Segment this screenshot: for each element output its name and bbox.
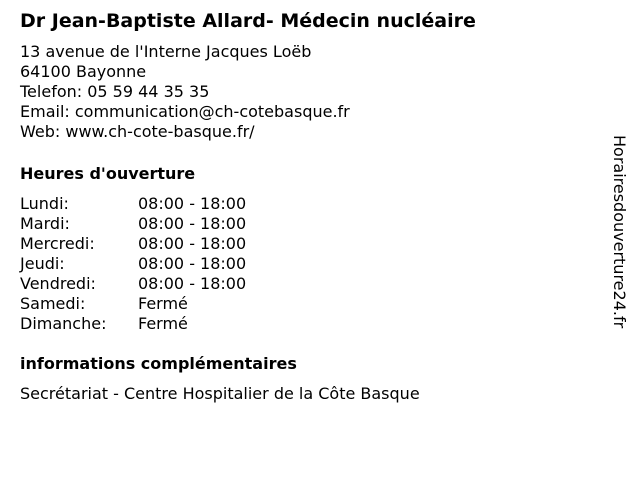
- hours-row: [20, 194, 246, 214]
- email-line: Email: communication@ch-cotebasque.fr: [20, 102, 350, 121]
- address-line-1: 13 avenue de l'Interne Jacques Loëb: [20, 42, 312, 61]
- info-text: Secrétariat - Centre Hospitalier de la Côte Basque: [20, 384, 420, 403]
- hours-row: [20, 254, 246, 274]
- hours-time: 08:00 - 18:00: [138, 194, 247, 213]
- hours-day: Dimanche:: [20, 314, 107, 333]
- hours-heading: Heures d'ouverture: [20, 164, 196, 183]
- hours-day: Jeudi:: [20, 254, 65, 273]
- contact-block: [20, 42, 350, 142]
- hours-day: Mardi:: [20, 214, 70, 233]
- hours-time: 08:00 - 18:00: [138, 254, 247, 273]
- phone-line: Telefon: 05 59 44 35 35: [20, 82, 210, 101]
- hours-day: Samedi:: [20, 294, 86, 313]
- web-line: Web: www.ch-cote-basque.fr/: [20, 122, 255, 141]
- hours-row: [20, 294, 246, 314]
- hours-time: Fermé: [138, 294, 188, 313]
- watermark-text: Horairesdouverture24.fr: [610, 135, 629, 329]
- hours-day: Vendredi:: [20, 274, 96, 293]
- page-title: Dr Jean-Baptiste Allard- Médecin nucléaire: [20, 10, 476, 32]
- hours-time: 08:00 - 18:00: [138, 274, 247, 293]
- info-heading: informations complémentaires: [20, 354, 297, 373]
- hours-row: [20, 274, 246, 294]
- address-line-2: 64100 Bayonne: [20, 62, 147, 81]
- hours-time: Fermé: [138, 314, 188, 333]
- hours-day: Mercredi:: [20, 234, 95, 253]
- hours-row: [20, 214, 246, 234]
- hours-table: [20, 194, 246, 334]
- hours-row: [20, 234, 246, 254]
- hours-day: Lundi:: [20, 194, 69, 213]
- hours-row: [20, 314, 246, 334]
- hours-time: 08:00 - 18:00: [138, 214, 247, 233]
- hours-time: 08:00 - 18:00: [138, 234, 247, 253]
